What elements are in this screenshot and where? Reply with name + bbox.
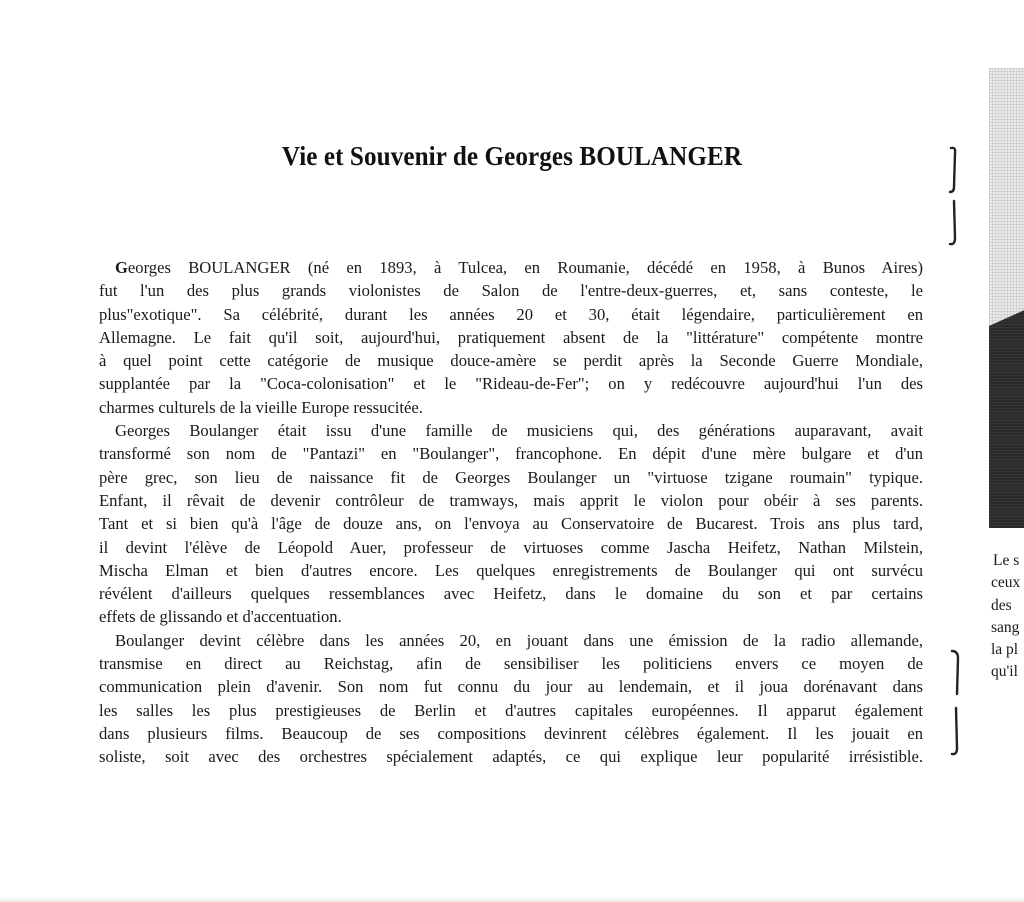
text-line: il devint l'élève de Léopold Auer, professeur de virtuoses comme Jascha Heifetz, Nathan Milstein, xyxy=(99,537,923,557)
halftone-photo xyxy=(989,68,1024,528)
paragraph-2 xyxy=(99,419,923,629)
adjacent-page-fragment xyxy=(985,68,1024,902)
text-line: fut l'un des plus grands violonistes de Salon de l'entre-deux-guerres, et, sans conteste, le xyxy=(99,281,923,301)
document-title: Vie et Souvenir de Georges BOULANGER xyxy=(281,141,743,171)
text-line: père grec, son lieu de naissance fit de Georges Boulanger un "virtuose tzigane roumain" typique. xyxy=(99,467,923,487)
text-line: à quel point cette catégorie de musique douce-amère se perdit après la Seconde Guerre Mondiale, xyxy=(99,351,923,371)
paragraph-1 xyxy=(99,256,923,419)
text-line: les salles les plus prestigieuses de Berlin et d'autres capitales européennes. Il apparut également xyxy=(99,700,923,720)
text-line: ceux xyxy=(991,574,1021,592)
text-line: révélent d'ailleurs quelques ressemblances avec Heifetz, dans le domaine du son et par certains xyxy=(99,584,923,604)
binding-clip-icon xyxy=(950,648,960,700)
text-line: Georges Boulanger était issu d'une famille de musiciens qui, des générations auparavant, avait xyxy=(115,421,923,441)
binding-clip-icon xyxy=(948,145,958,195)
text-line: transformé son nom de "Pantazi" en "Boulanger", francophone. En dépit d'une mère bulgare et d'un xyxy=(99,444,923,464)
text-line: plus"exotique". Sa célébrité, durant les années 20 et 30, était légendaire, particulièrement en xyxy=(99,304,923,324)
article-body xyxy=(99,256,923,769)
text-line: Allemagne. Le fait qu'il soit, aujourd'hui, pratiquement absent de la "littérature" compétente montre xyxy=(99,327,923,347)
text-line: supplantée par la "Coca-colonisation" et le "Rideau-de-Fer"; on y redécouvre aujourd'hui l'un des xyxy=(99,374,923,394)
photo-dark-region xyxy=(989,308,1024,528)
binding-clip-icon xyxy=(948,198,958,248)
adjacent-page-text xyxy=(991,550,1024,684)
text-line: Le s xyxy=(993,552,1020,569)
text-line: sang xyxy=(991,618,1020,636)
text-line: charmes culturels de la vieille Europe ressucitée. xyxy=(99,397,423,417)
text-line: communication plein d'avenir. Son nom fut connu du jour au lendemain, et il joua dorénavant dans xyxy=(99,677,923,697)
text-line: Boulanger devint célèbre dans les années 20, en jouant dans une émission de la radio allemande, xyxy=(115,630,923,650)
text-line: la pl xyxy=(991,641,1019,659)
text-line: des xyxy=(991,596,1012,614)
text-line: Enfant, il rêvait de devenir contrôleur de tramways, mais apprit le violon pour obéir à ses parents. xyxy=(99,490,923,510)
binding-clip-icon xyxy=(950,706,960,758)
paragraph-3 xyxy=(99,629,923,769)
text-line: soliste, soit avec des orchestres spécialement adaptés, ce qui explique leur popularité irrésistible. xyxy=(99,747,923,767)
text-line: qu'il xyxy=(991,663,1018,681)
text-line: Tant et si bien qu'à l'âge de douze ans, on l'envoya au Conservatoire de Bucarest. Trois ans plus tard, xyxy=(99,514,923,534)
text-line: dans plusieurs films. Beaucoup de ses compositions devinrent célèbres également. Il les jouait en xyxy=(99,723,923,743)
text-line: Mischa Elman et bien d'autres encore. Les quelques enregistrements de Boulanger qui ont survécu xyxy=(99,560,923,580)
text-line: Georges BOULANGER (né en 1893, à Tulcea, en Roumanie, décédé en 1958, à Bunos Aires) xyxy=(115,258,923,277)
scan-edge-shadow xyxy=(0,895,1024,902)
text-line: transmise en direct au Reichstag, afin de sensibiliser les politiciens envers ce moyen de xyxy=(99,654,923,674)
text-line: effets de glissando et d'accentuation. xyxy=(99,607,342,627)
